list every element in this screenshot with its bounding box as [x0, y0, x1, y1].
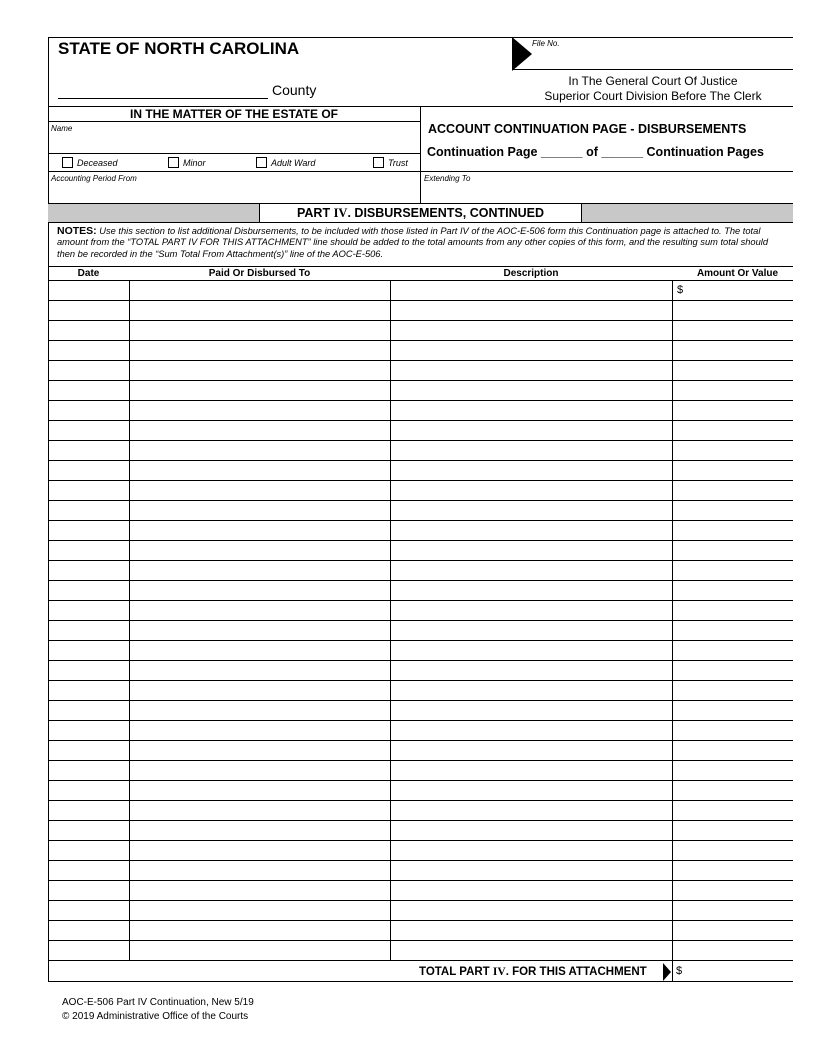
- date-cell[interactable]: [48, 381, 130, 400]
- description-cell[interactable]: [390, 341, 673, 360]
- paid-to-cell[interactable]: [129, 861, 391, 880]
- amount-cell[interactable]: [672, 721, 794, 740]
- paid-to-cell[interactable]: [129, 921, 391, 940]
- total-label-suffix: . FOR THIS ATTACHMENT: [505, 966, 647, 978]
- description-cell[interactable]: [390, 861, 673, 880]
- table-row: [48, 941, 793, 961]
- amount-cell[interactable]: [672, 841, 794, 860]
- notes: [57, 226, 779, 260]
- extending-to-label: Extending To: [424, 174, 471, 183]
- table-top-rule: [48, 266, 793, 267]
- col-date-header: Date: [77, 268, 100, 279]
- table-row: [48, 461, 793, 481]
- table-row: [48, 701, 793, 721]
- disbursement-rows: [48, 281, 793, 961]
- description-cell[interactable]: [390, 421, 673, 440]
- form-title: ACCOUNT CONTINUATION PAGE - DISBURSEMENTS: [428, 122, 747, 136]
- date-cell[interactable]: [48, 721, 130, 740]
- description-cell[interactable]: [390, 281, 673, 300]
- table-row: [48, 441, 793, 461]
- description-cell[interactable]: [390, 441, 673, 460]
- description-cell[interactable]: [390, 941, 673, 960]
- table-row: [48, 541, 793, 561]
- name-label: Name: [51, 124, 73, 133]
- deceased-label: Deceased: [77, 158, 118, 168]
- description-cell[interactable]: [390, 801, 673, 820]
- date-cell[interactable]: [48, 761, 130, 780]
- table-row: [48, 901, 793, 921]
- amount-cell[interactable]: [672, 321, 794, 340]
- date-cell[interactable]: [48, 921, 130, 940]
- total-bottom-rule: [48, 981, 793, 982]
- table-row: [48, 721, 793, 741]
- footer-copyright: © 2019 Administrative Office of the Courts: [62, 1011, 249, 1022]
- amount-cell[interactable]: [672, 761, 794, 780]
- amount-cell[interactable]: [672, 561, 794, 580]
- paid-to-cell[interactable]: [129, 601, 391, 620]
- amount-cell[interactable]: [672, 781, 794, 800]
- date-cell[interactable]: [48, 441, 130, 460]
- table-row: [48, 801, 793, 821]
- description-cell[interactable]: [390, 501, 673, 520]
- description-cell[interactable]: [390, 601, 673, 620]
- paid-to-cell[interactable]: [129, 621, 391, 640]
- description-cell[interactable]: [390, 721, 673, 740]
- date-cell[interactable]: [48, 341, 130, 360]
- total-label-roman: IV: [492, 966, 506, 978]
- state-title: STATE OF NORTH CAROLINA: [58, 39, 300, 58]
- total-currency: $: [676, 965, 683, 977]
- part-heading: [259, 203, 582, 223]
- notes-label: NOTES:: [57, 225, 97, 237]
- table-row: [48, 381, 793, 401]
- date-cell[interactable]: [48, 841, 130, 860]
- amount-cell[interactable]: [672, 661, 794, 680]
- paid-to-cell[interactable]: [129, 341, 391, 360]
- county-field[interactable]: [58, 82, 268, 98]
- description-cell[interactable]: [390, 661, 673, 680]
- paid-to-cell[interactable]: [129, 661, 391, 680]
- paid-to-cell[interactable]: [129, 841, 391, 860]
- paid-to-cell[interactable]: [129, 721, 391, 740]
- paid-to-cell[interactable]: [129, 541, 391, 560]
- table-row: [48, 881, 793, 901]
- table-row: [48, 361, 793, 381]
- date-cell[interactable]: [48, 821, 130, 840]
- date-cell[interactable]: [48, 301, 130, 320]
- paid-to-cell[interactable]: [129, 301, 391, 320]
- description-cell[interactable]: [390, 741, 673, 760]
- table-row: [48, 681, 793, 701]
- paid-to-cell[interactable]: [129, 521, 391, 540]
- paid-to-cell[interactable]: [129, 401, 391, 420]
- date-cell[interactable]: [48, 621, 130, 640]
- date-cell[interactable]: [48, 281, 130, 300]
- date-cell[interactable]: [48, 801, 130, 820]
- date-cell[interactable]: [48, 401, 130, 420]
- table-row: [48, 661, 793, 681]
- date-cell[interactable]: [48, 481, 130, 500]
- description-cell[interactable]: [390, 461, 673, 480]
- amount-cell[interactable]: [672, 481, 794, 500]
- amount-cell[interactable]: [672, 861, 794, 880]
- paid-to-cell[interactable]: [129, 561, 391, 580]
- accounting-period-from-label: Accounting Period From: [51, 174, 137, 183]
- amount-cell[interactable]: [672, 941, 794, 960]
- paid-to-cell[interactable]: [129, 421, 391, 440]
- amount-cell[interactable]: [672, 881, 794, 900]
- description-cell[interactable]: [390, 701, 673, 720]
- description-cell[interactable]: [390, 361, 673, 380]
- court-line-2: Superior Court Division Before The Clerk: [544, 89, 762, 103]
- date-cell[interactable]: [48, 641, 130, 660]
- table-row: [48, 741, 793, 761]
- total-amount-field[interactable]: [686, 962, 792, 980]
- estate-heading-rule: [48, 121, 420, 122]
- amount-cell[interactable]: [672, 541, 794, 560]
- amount-cell[interactable]: [672, 461, 794, 480]
- paid-to-cell[interactable]: [129, 881, 391, 900]
- amount-cell[interactable]: [672, 821, 794, 840]
- amount-cell[interactable]: [672, 601, 794, 620]
- part-heading-roman: IV: [333, 206, 348, 220]
- table-row: [48, 581, 793, 601]
- description-cell[interactable]: [390, 921, 673, 940]
- description-cell[interactable]: [390, 881, 673, 900]
- table-row: [48, 781, 793, 801]
- paid-to-cell[interactable]: [129, 381, 391, 400]
- table-row: [48, 861, 793, 881]
- description-cell[interactable]: [390, 381, 673, 400]
- paid-to-cell[interactable]: [129, 321, 391, 340]
- table-row: [48, 841, 793, 861]
- file-no-underline: [512, 69, 793, 70]
- table-row: [48, 501, 793, 521]
- first-row-currency: $: [677, 284, 684, 296]
- paid-to-cell[interactable]: [129, 441, 391, 460]
- table-row: [48, 521, 793, 541]
- minor-label: Minor: [183, 158, 206, 168]
- date-cell[interactable]: [48, 701, 130, 720]
- frame-top: [48, 37, 793, 38]
- amount-cell[interactable]: [672, 801, 794, 820]
- table-row: [48, 561, 793, 581]
- table-row: [48, 341, 793, 361]
- file-no-field[interactable]: [532, 46, 792, 68]
- amount-cell[interactable]: [672, 501, 794, 520]
- arrow-marker-icon: [512, 37, 532, 71]
- table-row: [48, 421, 793, 441]
- table-row: [48, 921, 793, 941]
- paid-to-cell[interactable]: [129, 581, 391, 600]
- description-cell[interactable]: [390, 621, 673, 640]
- paid-to-cell[interactable]: [129, 821, 391, 840]
- paid-to-cell[interactable]: [129, 681, 391, 700]
- total-divider: [672, 961, 673, 982]
- col-amount-header: Amount Or Value: [696, 268, 779, 279]
- name-field[interactable]: [50, 132, 418, 152]
- paid-to-cell[interactable]: [129, 801, 391, 820]
- amount-cell[interactable]: [672, 581, 794, 600]
- amount-cell[interactable]: [672, 901, 794, 920]
- date-cell[interactable]: [48, 681, 130, 700]
- paid-to-cell[interactable]: [129, 461, 391, 480]
- footer-form-id: AOC-E-506 Part IV Continuation, New 5/19: [62, 997, 254, 1008]
- paid-to-cell[interactable]: [129, 281, 391, 300]
- date-cell[interactable]: [48, 421, 130, 440]
- amount-cell[interactable]: [672, 421, 794, 440]
- description-cell[interactable]: [390, 321, 673, 340]
- table-row: [48, 821, 793, 841]
- date-cell[interactable]: [48, 501, 130, 520]
- date-cell[interactable]: [48, 861, 130, 880]
- description-cell[interactable]: [390, 581, 673, 600]
- amount-cell[interactable]: [672, 681, 794, 700]
- county-underline: [58, 98, 268, 99]
- amount-cell[interactable]: [672, 361, 794, 380]
- date-cell[interactable]: [48, 361, 130, 380]
- amount-cell[interactable]: [672, 921, 794, 940]
- continuation-page-line: Continuation Page ______ of ______ Continuation Pages: [427, 145, 764, 159]
- estate-vertical-divider: [420, 106, 421, 203]
- description-cell[interactable]: [390, 781, 673, 800]
- amount-cell[interactable]: [672, 621, 794, 640]
- county-label: County: [272, 82, 317, 98]
- date-cell[interactable]: [48, 601, 130, 620]
- amount-cell[interactable]: [672, 281, 794, 300]
- trust-checkbox[interactable]: [373, 157, 384, 168]
- paid-to-cell[interactable]: [129, 481, 391, 500]
- minor-checkbox[interactable]: [168, 157, 179, 168]
- amount-cell[interactable]: [672, 741, 794, 760]
- notes-text: Use this section to list additional Disbursements, to be included with those listed in Part IV of the AOC-E-506 form this Continuation page is attached to. The total amount from the “TOTAL PART IV FOR THIS ATTACHMENT” line should be added to the total amounts from any other copies of this form, and the resulting sum total should then be recorded in the “Sum Total From Attachment(s)” line of the AOC-E-506.: [57, 226, 769, 259]
- description-cell[interactable]: [390, 761, 673, 780]
- date-cell[interactable]: [48, 741, 130, 760]
- amount-cell[interactable]: [672, 381, 794, 400]
- table-row: [48, 301, 793, 321]
- name-underline: [48, 153, 420, 154]
- description-cell[interactable]: [390, 561, 673, 580]
- table-row: [48, 481, 793, 501]
- paid-to-cell[interactable]: [129, 701, 391, 720]
- date-cell[interactable]: [48, 321, 130, 340]
- description-cell[interactable]: [390, 841, 673, 860]
- date-cell[interactable]: [48, 541, 130, 560]
- amount-cell[interactable]: [672, 341, 794, 360]
- amount-cell[interactable]: [672, 641, 794, 660]
- date-cell[interactable]: [48, 581, 130, 600]
- description-cell[interactable]: [390, 681, 673, 700]
- table-row: [48, 281, 793, 301]
- date-cell[interactable]: [48, 461, 130, 480]
- description-cell[interactable]: [390, 301, 673, 320]
- date-cell[interactable]: [48, 661, 130, 680]
- table-row: [48, 601, 793, 621]
- date-cell[interactable]: [48, 881, 130, 900]
- col-description-header: Description: [503, 268, 559, 279]
- description-cell[interactable]: [390, 901, 673, 920]
- table-row: [48, 641, 793, 661]
- part-heading-suffix: . DISBURSEMENTS, CONTINUED: [347, 206, 545, 220]
- paid-to-cell[interactable]: [129, 941, 391, 960]
- date-cell[interactable]: [48, 781, 130, 800]
- amount-cell[interactable]: [672, 401, 794, 420]
- trust-label: Trust: [388, 158, 408, 168]
- date-cell[interactable]: [48, 561, 130, 580]
- table-row: [48, 761, 793, 781]
- table-row: [48, 621, 793, 641]
- description-cell[interactable]: [390, 541, 673, 560]
- adult-ward-checkbox[interactable]: [256, 157, 267, 168]
- adult-ward-label: Adult Ward: [271, 158, 316, 168]
- file-no-label: File No.: [532, 39, 560, 48]
- total-label: [419, 966, 647, 978]
- paid-to-cell[interactable]: [129, 361, 391, 380]
- description-cell[interactable]: [390, 641, 673, 660]
- amount-cell[interactable]: [672, 441, 794, 460]
- table-row: [48, 321, 793, 341]
- part-heading-prefix: PART: [296, 206, 334, 220]
- table-row: [48, 401, 793, 421]
- extending-to-field[interactable]: [423, 183, 791, 201]
- description-cell[interactable]: [390, 521, 673, 540]
- col-paid-to-header: Paid Or Disbursed To: [208, 268, 311, 279]
- paid-to-cell[interactable]: [129, 901, 391, 920]
- date-cell[interactable]: [48, 941, 130, 960]
- paid-to-cell[interactable]: [129, 781, 391, 800]
- date-cell[interactable]: [48, 521, 130, 540]
- estate-heading: IN THE MATTER OF THE ESTATE OF: [130, 107, 338, 121]
- amount-cell[interactable]: [672, 701, 794, 720]
- paid-to-cell[interactable]: [129, 501, 391, 520]
- paid-to-cell[interactable]: [129, 641, 391, 660]
- deceased-checkbox[interactable]: [62, 157, 73, 168]
- total-arrow-icon: [663, 963, 671, 981]
- amount-cell[interactable]: [672, 301, 794, 320]
- date-cell[interactable]: [48, 901, 130, 920]
- description-cell[interactable]: [390, 481, 673, 500]
- amount-cell[interactable]: [672, 521, 794, 540]
- total-label-prefix: TOTAL PART: [419, 966, 493, 978]
- description-cell[interactable]: [390, 821, 673, 840]
- description-cell[interactable]: [390, 401, 673, 420]
- court-line-1: In The General Court Of Justice: [568, 74, 738, 88]
- accounting-period-from-field[interactable]: [50, 183, 418, 201]
- paid-to-cell[interactable]: [129, 741, 391, 760]
- paid-to-cell[interactable]: [129, 761, 391, 780]
- accounting-period-rule: [48, 171, 793, 172]
